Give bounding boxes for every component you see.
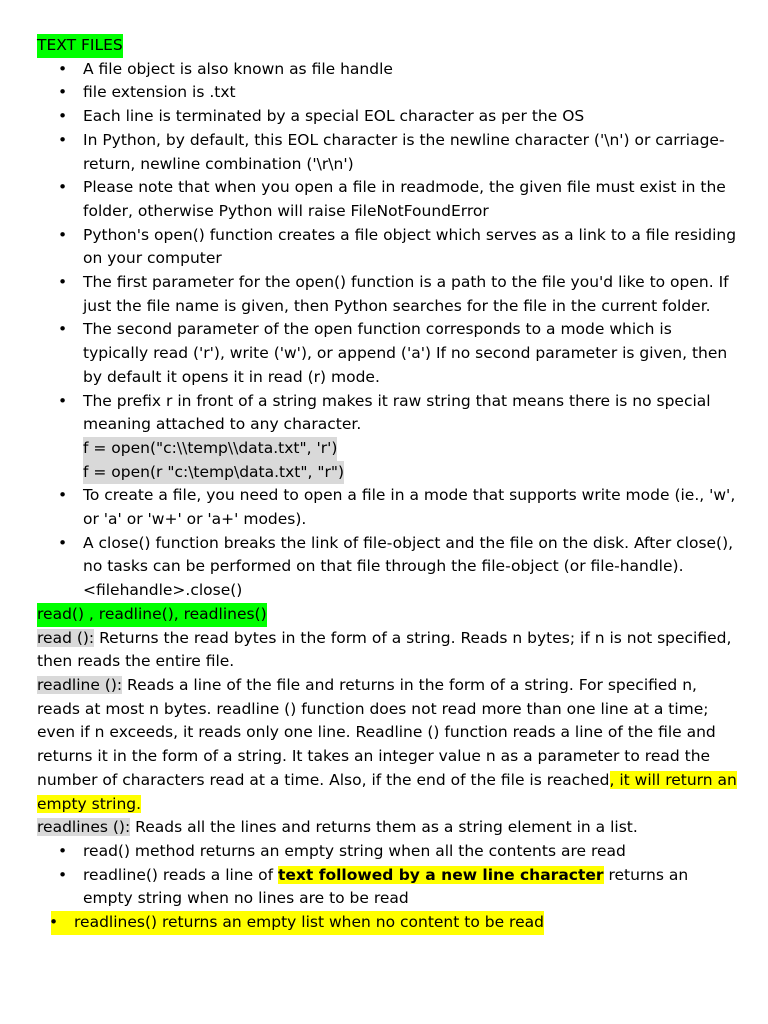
readlines-note-highlight: readlines() returns an empty list when no content to be read bbox=[51, 911, 544, 935]
list-item: • Please note that when you open a file in readmode, the given file must exist in the folder, otherwise Python will raise FileNotFoundError bbox=[83, 176, 737, 223]
list-item: • Each line is terminated by a special EOL character as per the OS bbox=[83, 105, 737, 129]
readline-note-suffix: returns an empty string when no lines are to be read bbox=[83, 865, 689, 908]
list-item: • The first parameter for the open() function is a path to the file you'd like to open. If just the file name is given, then Python searches for the file in the current folder. bbox=[83, 271, 737, 318]
readlines-bullet-list bbox=[37, 840, 737, 911]
list-item: • A file object is also known as file handle bbox=[83, 58, 737, 82]
readlines-label: readlines (): bbox=[37, 818, 131, 837]
page-title: TEXT FILES bbox=[37, 34, 123, 58]
list-item: • Python's open() function creates a file object which serves as a link to a file residing on your computer bbox=[83, 224, 737, 271]
list-item: • read() method returns an empty string when all the contents are read bbox=[83, 840, 737, 864]
text-files-bullet-list bbox=[37, 58, 737, 603]
readline-note-bold: text followed by a new line character bbox=[278, 865, 604, 884]
code-line: f = open(r "c:\temp\data.txt", "r") bbox=[83, 461, 344, 485]
list-item-highlighted bbox=[74, 911, 737, 935]
code-line: f = open("c:\\temp\\data.txt", 'r') bbox=[83, 437, 337, 461]
list-item: • file extension is .txt bbox=[83, 81, 737, 105]
list-item: • To create a file, you need to open a file in a mode that supports write mode (ie., 'w', or 'a' or 'w+' or 'a+' modes). bbox=[83, 484, 737, 531]
readline-label: readline (): bbox=[37, 675, 123, 694]
highlighted-bullet-list bbox=[37, 911, 737, 935]
read-text: Returns the read bytes in the form of a string. Reads n bytes; if n is not specified, then reads the entire file. bbox=[37, 628, 732, 671]
list-item: • In Python, by default, this EOL character is the newline character ('\n') or carriage-return, newline combination ('\r\n') bbox=[83, 129, 737, 176]
read-label: read (): bbox=[37, 628, 95, 647]
read-description bbox=[37, 627, 737, 674]
list-item-close bbox=[83, 532, 737, 603]
list-item-readline-note bbox=[83, 864, 737, 911]
readlines-description bbox=[37, 816, 737, 840]
readline-description bbox=[37, 674, 737, 816]
list-item: • The second parameter of the open function corresponds to a mode which is typically read ('r'), write ('w'), or append ('a') If no second parameter is given, then by default it opens it in read (r) mode. bbox=[83, 318, 737, 389]
list-item-text: • The prefix r in front of a string makes it raw string that means there is no special meaning attached to any character. bbox=[83, 391, 711, 434]
readline-highlight: , it will return an empty string. bbox=[37, 770, 737, 813]
document-page bbox=[37, 34, 737, 935]
readlines-text: Reads all the lines and returns them as a string element in a list. bbox=[130, 818, 638, 837]
list-item-raw-string bbox=[83, 390, 737, 485]
readline-note-prefix: readline() reads a line of bbox=[83, 865, 278, 884]
section-heading: read() , readline(), readlines() bbox=[37, 603, 267, 627]
close-syntax: <filehandle>.close() bbox=[83, 581, 243, 600]
readline-text: Reads a line of the file and returns in the form of a string. For specified n, reads at most n bytes. readline () function does not read more than one line at a time; even if n exceeds, it reads only one line. Readline () function reads a line of the file and returns it in the form of a string. It takes an integer value n as a parameter to read the number of characters read at a time. Also, if the end of the file is reached bbox=[37, 675, 716, 789]
list-item-text: • A close() function breaks the link of file-object and the file on the disk. After close(), no tasks can be performed on that file through the file-object (or file-handle). bbox=[83, 533, 734, 576]
